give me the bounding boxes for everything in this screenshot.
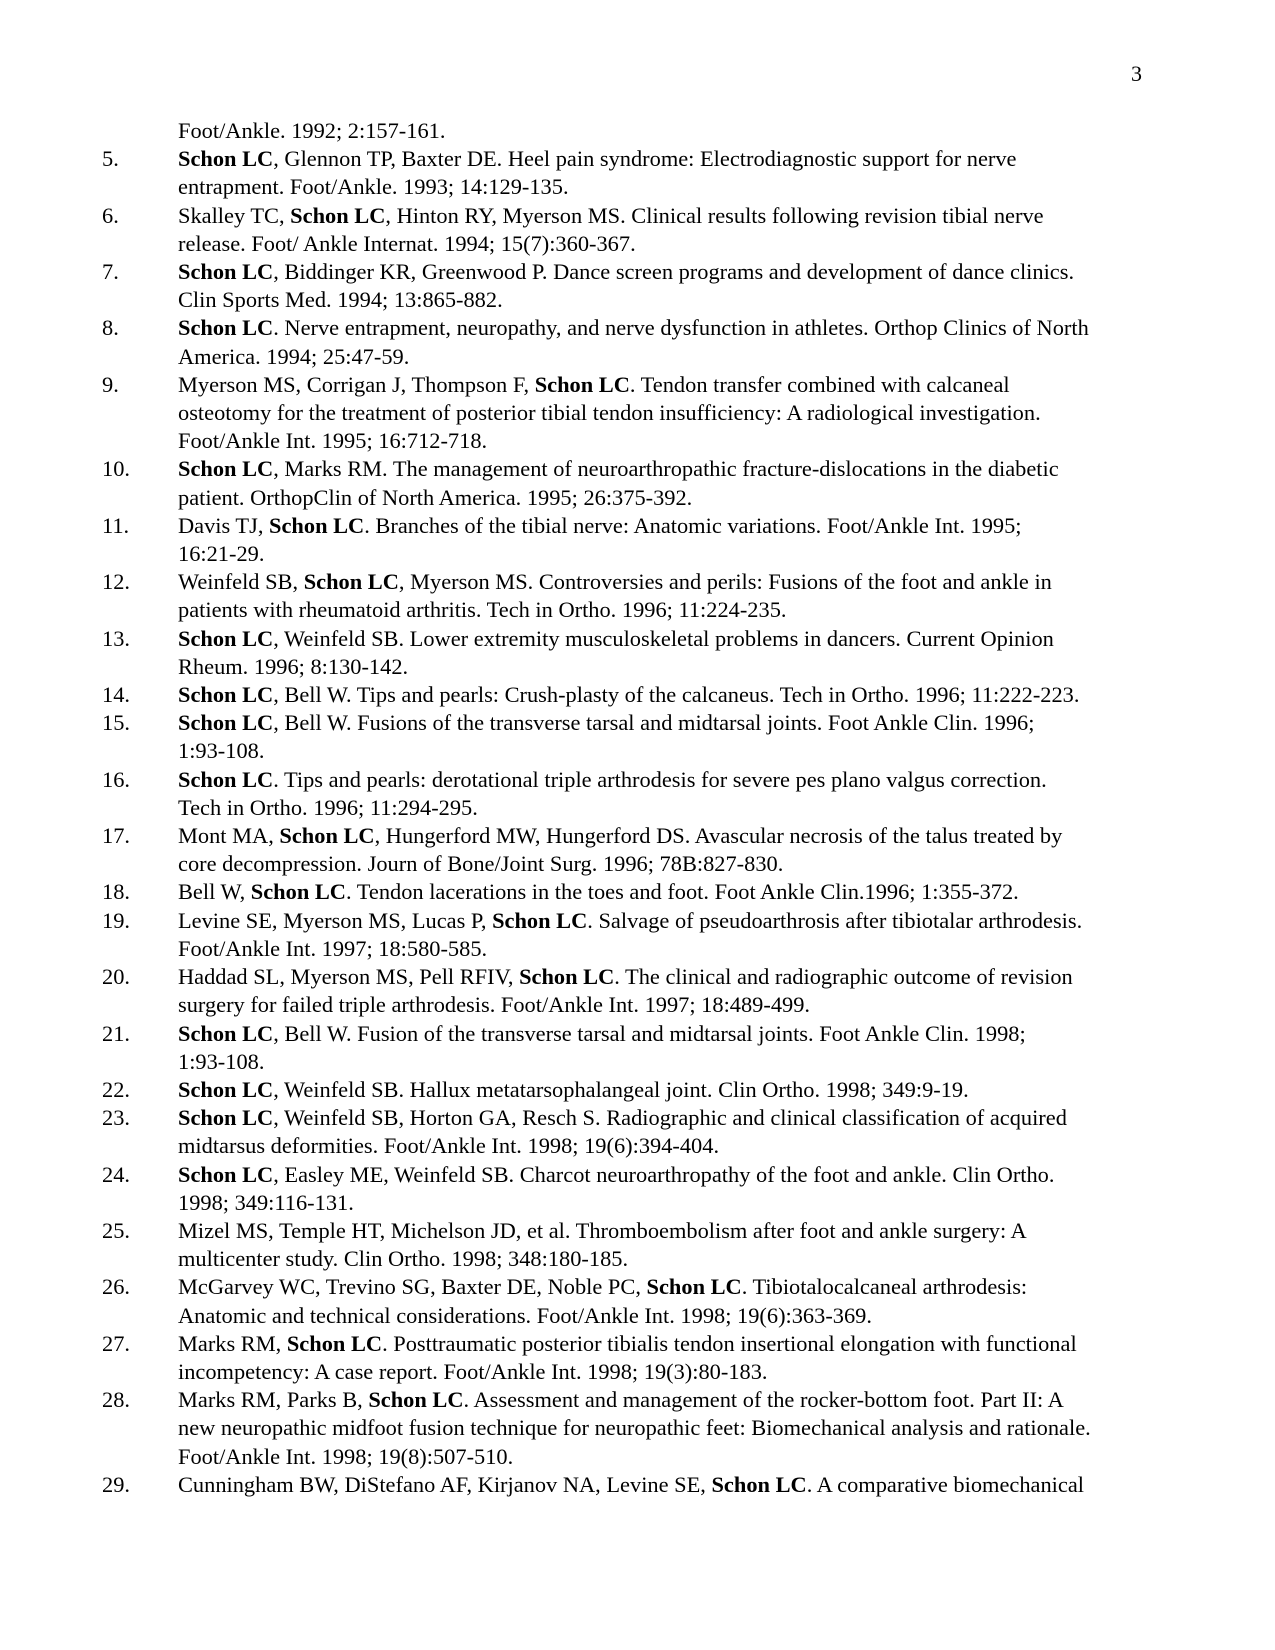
reference-number: 5.	[102, 146, 119, 172]
reference-citation	[178, 1217, 1275, 1273]
reference-item	[0, 1330, 1275, 1386]
author-highlight: Schon LC	[178, 1161, 274, 1187]
reference-number: 8.	[102, 315, 119, 341]
reference-citation	[178, 878, 1275, 906]
page-number: 3	[1131, 61, 1142, 86]
citation-line: Schon LC. Nerve entrapment, neuropathy, and nerve dysfunction in athletes. Orthop Clinics of North	[178, 315, 1089, 341]
reference-item	[0, 258, 1275, 314]
reference-citation	[178, 681, 1275, 709]
citation-line: Skalley TC, Schon LC, Hinton RY, Myerson MS. Clinical results following revision tibial nerve	[178, 202, 1044, 228]
author-highlight: Schon LC	[178, 1076, 274, 1102]
citation-line: Tech in Ortho. 1996; 11:294-295.	[178, 794, 478, 820]
reference-citation	[178, 822, 1275, 878]
author-highlight: Schon LC	[178, 682, 274, 708]
reference-number: 12.	[102, 569, 130, 595]
reference-citation	[178, 1104, 1275, 1160]
author-highlight: Schon LC	[286, 1330, 383, 1356]
citation-line: Cunningham BW, DiStefano AF, Kirjanov NA, Levine SE, Schon LC. A comparative biomechanical	[178, 1471, 1084, 1497]
citation-line: Schon LC, Glennon TP, Baxter DE. Heel pain syndrome: Electrodiagnostic support for nerve	[178, 146, 1017, 172]
citation-line: 1:93-108.	[178, 1048, 265, 1074]
reference-number: 7.	[102, 259, 119, 285]
citation-line: Davis TJ, Schon LC. Branches of the tibial nerve: Anatomic variations. Foot/Ankle Int. 1995;	[178, 512, 1022, 538]
reference-number: 11.	[102, 512, 130, 538]
reference-item	[0, 1076, 1275, 1104]
reference-citation	[178, 1273, 1275, 1329]
citation-line: multicenter study. Clin Ortho. 1998; 348:180-185.	[178, 1246, 629, 1272]
author-highlight: Schon LC	[290, 202, 386, 228]
reference-number: 24.	[102, 1161, 130, 1187]
author-highlight: Schon LC	[269, 512, 365, 538]
citation-line: Schon LC, Bell W. Fusion of the transverse tarsal and midtarsal joints. Foot Ankle Clin. 1998;	[178, 1020, 1026, 1046]
reference-number: 27.	[102, 1330, 130, 1356]
author-highlight: Schon LC	[279, 823, 375, 849]
reference-number: 25.	[102, 1217, 130, 1243]
reference-item	[0, 1217, 1275, 1273]
reference-citation	[178, 371, 1275, 456]
citation-line: midtarsus deformities. Foot/Ankle Int. 1998; 19(6):394-404.	[178, 1133, 720, 1159]
reference-number: 29.	[102, 1471, 130, 1497]
author-highlight: Schon LC	[519, 964, 615, 990]
citation-line: new neuropathic midfoot fusion technique for neuropathic feet: Biomechanical analysis and rationale.	[178, 1415, 1091, 1441]
reference-citation	[178, 455, 1275, 511]
reference-item	[0, 1020, 1275, 1076]
citation-line: incompetency: A case report. Foot/Ankle Int. 1998; 19(3):80-183.	[178, 1358, 768, 1384]
reference-number: 6.	[102, 202, 119, 228]
citation-line: Marks RM, Schon LC. Posttraumatic posterior tibialis tendon insertional elongation with functional	[178, 1330, 1077, 1356]
author-highlight: Schon LC	[250, 879, 346, 905]
reference-citation	[178, 117, 1275, 145]
reference-item	[0, 117, 1275, 145]
reference-number: 14.	[102, 682, 130, 708]
reference-citation	[178, 202, 1275, 258]
author-highlight: Schon LC	[178, 146, 274, 172]
reference-item	[0, 963, 1275, 1019]
reference-number: 9.	[102, 371, 119, 397]
citation-line: Foot/Ankle Int. 1997; 18:580-585.	[178, 935, 488, 961]
reference-number: 19.	[102, 907, 130, 933]
author-highlight: Schon LC	[178, 766, 274, 792]
citation-line: Schon LC. Tips and pearls: derotational triple arthrodesis for severe pes plano valgus correction.	[178, 766, 1047, 792]
citation-line: Foot/Ankle Int. 1998; 19(8):507-510.	[178, 1443, 514, 1469]
citation-line: Clin Sports Med. 1994; 13:865-882.	[178, 287, 503, 313]
citation-line: Weinfeld SB, Schon LC, Myerson MS. Controversies and perils: Fusions of the foot and ankle in	[178, 569, 1052, 595]
reference-number: 23.	[102, 1105, 130, 1131]
reference-number: 26.	[102, 1274, 130, 1300]
citation-line: Schon LC, Weinfeld SB. Lower extremity musculoskeletal problems in dancers. Current Opinion	[178, 625, 1054, 651]
reference-citation	[178, 258, 1275, 314]
reference-citation	[178, 1161, 1275, 1217]
citation-line: release. Foot/ Ankle Internat. 1994; 15(7):360-367.	[178, 230, 636, 256]
citation-line: core decompression. Journ of Bone/Joint Surg. 1996; 78B:827-830.	[178, 851, 784, 877]
author-highlight: Schon LC	[178, 1105, 274, 1131]
reference-list	[0, 117, 1275, 1499]
reference-item	[0, 681, 1275, 709]
citation-line: Haddad SL, Myerson MS, Pell RFIV, Schon LC. The clinical and radiographic outcome of revision	[178, 964, 1073, 990]
citation-line: Bell W, Schon LC. Tendon lacerations in the toes and foot. Foot Ankle Clin.1996; 1:355-372.	[178, 879, 1019, 905]
reference-item	[0, 709, 1275, 765]
citation-line: patients with rheumatoid arthritis. Tech in Ortho. 1996; 11:224-235.	[178, 597, 787, 623]
citation-line: Schon LC, Bell W. Fusions of the transverse tarsal and midtarsal joints. Foot Ankle Clin. 1996;	[178, 710, 1035, 736]
reference-item	[0, 1104, 1275, 1160]
citation-line: Schon LC, Easley ME, Weinfeld SB. Charcot neuroarthropathy of the foot and ankle. Clin Ortho.	[178, 1161, 1055, 1187]
reference-item	[0, 1273, 1275, 1329]
reference-number: 13.	[102, 625, 130, 651]
reference-item	[0, 202, 1275, 258]
reference-citation	[178, 907, 1275, 963]
author-highlight: Schon LC	[534, 371, 630, 397]
citation-line: 1998; 349:116-131.	[178, 1189, 354, 1215]
reference-number: 17.	[102, 823, 130, 849]
citation-line: surgery for failed triple arthrodesis. Foot/Ankle Int. 1997; 18:489-499.	[178, 992, 811, 1018]
citation-line: America. 1994; 25:47-59.	[178, 343, 410, 369]
citation-line: patient. OrthopClin of North America. 1995; 26:375-392.	[178, 484, 693, 510]
reference-item	[0, 145, 1275, 201]
citation-line: Schon LC, Biddinger KR, Greenwood P. Dance screen programs and development of dance clinics.	[178, 259, 1075, 285]
author-highlight: Schon LC	[178, 710, 274, 736]
citation-line: Marks RM, Parks B, Schon LC. Assessment and management of the rocker-bottom foot. Part II: A	[178, 1387, 1064, 1413]
reference-citation	[178, 1330, 1275, 1386]
reference-number: 21.	[102, 1020, 130, 1046]
reference-citation	[178, 314, 1275, 370]
reference-item	[0, 512, 1275, 568]
author-highlight: Schon LC	[368, 1387, 464, 1413]
reference-citation	[178, 1471, 1275, 1499]
reference-citation	[178, 766, 1275, 822]
citation-line: McGarvey WC, Trevino SG, Baxter DE, Noble PC, Schon LC. Tibiotalocalcaneal arthrodesis:	[178, 1274, 1028, 1300]
citation-line: entrapment. Foot/Ankle. 1993; 14:129-135.	[178, 174, 569, 200]
author-highlight: Schon LC	[492, 907, 588, 933]
reference-item	[0, 766, 1275, 822]
author-highlight: Schon LC	[178, 625, 274, 651]
reference-item	[0, 907, 1275, 963]
reference-number: 18.	[102, 879, 130, 905]
reference-item	[0, 878, 1275, 906]
author-highlight: Schon LC	[303, 569, 399, 595]
reference-item	[0, 568, 1275, 624]
citation-line: Foot/Ankle. 1992; 2:157-161.	[178, 118, 446, 143]
reference-citation	[178, 568, 1275, 624]
citation-line: Schon LC, Bell W. Tips and pearls: Crush-plasty of the calcaneus. Tech in Ortho. 1996; 11:222-223.	[178, 682, 1080, 708]
citation-line: Mont MA, Schon LC, Hungerford MW, Hungerford DS. Avascular necrosis of the talus treated by	[178, 823, 1063, 849]
citation-line: 16:21-29.	[178, 541, 265, 567]
author-highlight: Schon LC	[711, 1471, 807, 1497]
author-highlight: Schon LC	[646, 1274, 742, 1300]
reference-citation	[178, 1020, 1275, 1076]
citation-line: Schon LC, Weinfeld SB, Horton GA, Resch S. Radiographic and clinical classification of acquired	[178, 1105, 1067, 1131]
citation-line: Schon LC, Weinfeld SB. Hallux metatarsophalangeal joint. Clin Ortho. 1998; 349:9-19.	[178, 1076, 969, 1102]
reference-citation	[178, 709, 1275, 765]
citation-line: Rheum. 1996; 8:130-142.	[178, 653, 409, 679]
reference-number: 15.	[102, 710, 130, 736]
reference-number: 10.	[102, 456, 130, 482]
reference-citation	[178, 963, 1275, 1019]
reference-citation	[178, 512, 1275, 568]
author-highlight: Schon LC	[178, 456, 274, 482]
author-highlight: Schon LC	[178, 259, 274, 285]
citation-line: osteotomy for the treatment of posterior tibial tendon insufficiency: A radiological investigation.	[178, 400, 1041, 426]
citation-line: 1:93-108.	[178, 738, 265, 764]
reference-item	[0, 1386, 1275, 1471]
citation-line: Foot/Ankle Int. 1995; 16:712-718.	[178, 428, 488, 454]
citation-line: Schon LC, Marks RM. The management of neuroarthropathic fracture-dislocations in the diabetic	[178, 456, 1059, 482]
author-highlight: Schon LC	[178, 1020, 274, 1046]
reference-citation	[178, 1386, 1275, 1471]
reference-number: 20.	[102, 964, 130, 990]
reference-item	[0, 625, 1275, 681]
reference-item	[0, 314, 1275, 370]
reference-number: 28.	[102, 1387, 130, 1413]
reference-item	[0, 1471, 1275, 1499]
reference-citation	[178, 145, 1275, 201]
reference-number: 22.	[102, 1076, 130, 1102]
citation-line: Mizel MS, Temple HT, Michelson JD, et al. Thromboembolism after foot and ankle surgery: A	[178, 1217, 1027, 1243]
citation-line: Anatomic and technical considerations. Foot/Ankle Int. 1998; 19(6):363-369.	[178, 1302, 872, 1328]
citation-line: Levine SE, Myerson MS, Lucas P, Schon LC. Salvage of pseudoarthrosis after tibiotalar arthrodesis.	[178, 907, 1083, 933]
reference-item	[0, 455, 1275, 511]
reference-item	[0, 371, 1275, 456]
reference-item	[0, 1161, 1275, 1217]
reference-item	[0, 822, 1275, 878]
reference-number: 16.	[102, 766, 130, 792]
reference-citation	[178, 1076, 1275, 1104]
author-highlight: Schon LC	[178, 315, 274, 341]
citation-line: Myerson MS, Corrigan J, Thompson F, Schon LC. Tendon transfer combined with calcaneal	[178, 371, 1010, 397]
reference-citation	[178, 625, 1275, 681]
